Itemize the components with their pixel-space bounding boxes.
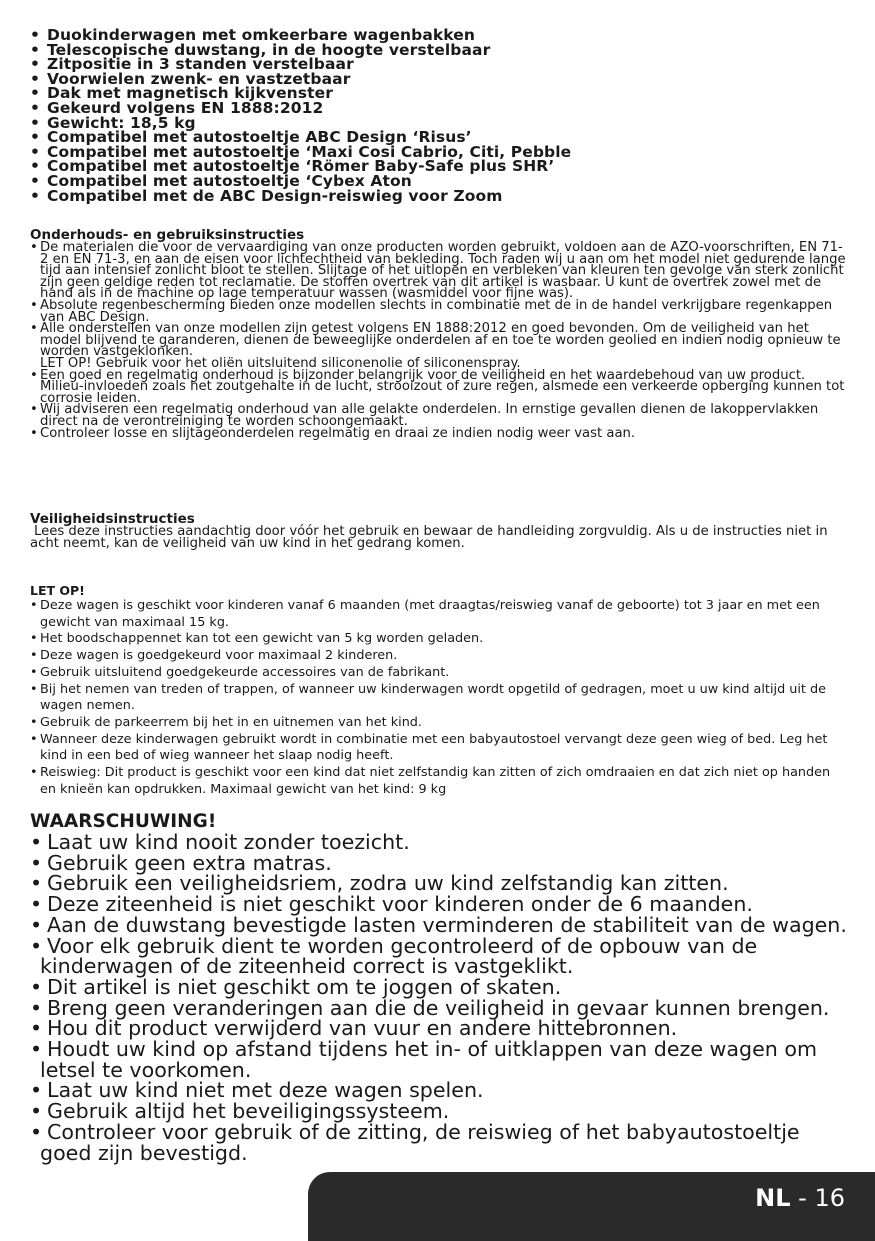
feature-item: • Compatibel met autostoeltje ‘Maxi Cosi Cabrio, Citi, Pebble — [30, 145, 850, 160]
warning-item: • Aan de duwstang bevestigde lasten verminderen de stabiliteit van de wagen. — [30, 915, 850, 936]
safety-section — [30, 512, 850, 550]
maintenance-item-text: Alle onderstellen van onze modellen zijn getest volgens EN 1888:2012 en goed bevonden. Om de veiligheid van het model blijvend te garanderen, dienen de beweeglijke onderdelen af en toe te worden geolied en indien nodig opnieuw te worden vastgeklonken. — [40, 321, 841, 360]
feature-item: • Dak met magnetisch kijkvenster — [30, 86, 850, 101]
attention-item: • Gebruik de parkeerrem bij het in en uitnemen van het kind. — [30, 715, 850, 732]
attention-item: • Wanneer deze kinderwagen gebruikt wordt in combinatie met een babyautostoel vervangt deze geen wieg of bed. Leg het kind in een bed of wieg wanneer het slaap nodig heeft. — [30, 732, 850, 765]
attention-item: • Deze wagen is geschikt voor kinderen vanaf 6 maanden (met draagtas/reiswieg vanaf de geboorte) tot 3 jaar en met een gewicht van maximaal 15 kg. — [30, 598, 850, 631]
warning-item: • Laat uw kind niet met deze wagen spelen. — [30, 1080, 850, 1101]
page-number-tab — [308, 1172, 875, 1241]
feature-item: • Compatibel met autostoeltje ‘Römer Baby-Safe plus SHR’ — [30, 159, 850, 174]
warning-item: • Voor elk gebruik dient te worden gecontroleerd of de opbouw van de kinderwagen of de ziteenheid correct is vastgeklikt. — [30, 936, 850, 977]
warning-item: • Deze ziteenheid is niet geschikt voor kinderen onder de 6 maanden. — [30, 894, 850, 915]
maintenance-item: • Controleer losse en slijtageonderdelen regelmatig en draai ze indien nodig weer vast aan. — [30, 428, 850, 440]
warning-item: • Hou dit product verwijderd van vuur en andere hittebronnen. — [30, 1018, 850, 1039]
attention-item: • Reiswieg: Dit product is geschikt voor een kind dat niet zelfstandig kan zitten of zich omdraaien en dat zich niet op handen en knieën kan opdrukken. Maximaal gewicht van het kind: 9 kg — [30, 765, 850, 798]
maintenance-title: Onderhouds- en gebruiksinstructies — [30, 227, 305, 243]
attention-item: • Het boodschappennet kan tot een gewicht van 5 kg worden geladen. — [30, 631, 850, 648]
maintenance-item: • Absolute regenbescherming bieden onze modellen slechts in combinatie met de in de handel verkrijgbare regenkappen van ABC Design. — [30, 300, 850, 323]
maintenance-item: • Wij adviseren een regelmatig onderhoud van alle gelakte onderdelen. In ernstige gevallen dienen de lakoppervlakken direct na de verontreiniging te worden schoongemaakt. — [30, 404, 850, 427]
attention-section — [30, 583, 850, 798]
feature-item: • Voorwielen zwenk- en vastzetbaar — [30, 72, 850, 87]
warning-title: WAARSCHUWING! — [30, 811, 217, 832]
safety-title: Veiligheidsinstructies — [30, 511, 195, 527]
warning-item: • Dit artikel is niet geschikt om te joggen of skaten. — [30, 977, 850, 998]
feature-item: • Zitpositie in 3 standen verstelbaar — [30, 57, 850, 72]
attention-list — [30, 598, 850, 798]
warning-list — [30, 832, 850, 1163]
safety-text: Lees deze instructies aandachtig door vóór het gebruik en bewaar de handleiding zorgvuldig. Als u de instructies niet in acht neemt, kan de veiligheid van uw kind in het gedrang komen. — [30, 524, 828, 551]
warning-section — [30, 811, 850, 1163]
page-number-value: 16 — [814, 1184, 845, 1212]
feature-list — [30, 28, 850, 203]
attention-item: • Deze wagen is goedgekeurd voor maximaal 2 kinderen. — [30, 648, 850, 665]
attention-item: • Gebruik uitsluitend goedgekeurde accessoires van de fabrikant. — [30, 665, 850, 682]
feature-item: • Gewicht: 18,5 kg — [30, 116, 850, 131]
maintenance-item: • Een goed en regelmatig onderhoud is bijzonder belangrijk voor de veiligheid en het waardebehoud van uw product. Milieu-invloeden zoals het zoutgehalte in de lucht, strooizout of zure regen, alsmede een verkeerde opberging kunnen tot corrosie leiden. — [30, 370, 850, 405]
feature-item: • Gekeurd volgens EN 1888:2012 — [30, 101, 850, 116]
warning-item: • Laat uw kind nooit zonder toezicht. — [30, 832, 850, 853]
maintenance-item: • De materialen die voor de vervaardiging van onze producten worden gebruikt, voldoen aan de AZO-voorschriften, EN 71-2 en EN 71-3, en aan de eisen voor lichtechtheid van bekleding. Toch raden wij u aan om het model niet gedurende lange tijd aan intensief zonlicht bloot te stellen. Slijtage of het uitlopen en verbleken van kleuren ten gevolge van sterk zonlicht zijn geen geldige reden tot reclamatie. De stoffen overtrek van dit artikel is wasbaar. U kunt de overtrek zowel met de hand als in de machine op lage temperatuur wassen (wasmiddel voor fijne was). — [30, 242, 850, 300]
warning-item: • Gebruik geen extra matras. — [30, 853, 850, 874]
page-separator: - — [790, 1184, 815, 1212]
warning-item: • Breng geen veranderingen aan die de veiligheid in gevaar kunnen brengen. — [30, 998, 850, 1019]
warning-item: • Houdt uw kind op afstand tijdens het in- of uitklappen van deze wagen om letsel te voorkomen. — [30, 1039, 850, 1080]
feature-item: • Compatibel met autostoeltje ‘Cybex Aton — [30, 174, 850, 189]
maintenance-section — [30, 228, 850, 439]
attention-item: • Bij het nemen van treden of trappen, of wanneer uw kinderwagen wordt opgetild of gedragen, moet u uw kind altijd uit de wagen nemen. — [30, 682, 850, 715]
warning-item: • Gebruik altijd het beveiligingssysteem. — [30, 1101, 850, 1122]
feature-item: • Compatibel met autostoeltje ABC Design ‘Risus’ — [30, 130, 850, 145]
maintenance-list — [30, 242, 850, 439]
maintenance-item — [30, 323, 850, 369]
oil-note: LET OP! Gebruik voor het oliën uitsluitend siliconenolie of siliconenspray. — [40, 355, 521, 371]
warning-item: • Controleer voor gebruik of de zitting, de reiswieg of het babyautostoeltje goed zijn bevestigd. — [30, 1122, 850, 1163]
feature-item: • Telescopische duwstang, in de hoogte verstelbaar — [30, 43, 850, 58]
language-code: NL — [755, 1184, 791, 1212]
page-number — [755, 1184, 845, 1212]
warning-item: • Gebruik een veiligheidsriem, zodra uw kind zelfstandig kan zitten. — [30, 873, 850, 894]
attention-title: LET OP! — [30, 583, 85, 598]
feature-item: • Duokinderwagen met omkeerbare wagenbakken — [30, 28, 850, 43]
feature-item: • Compatibel met de ABC Design-reiswieg voor Zoom — [30, 189, 850, 204]
